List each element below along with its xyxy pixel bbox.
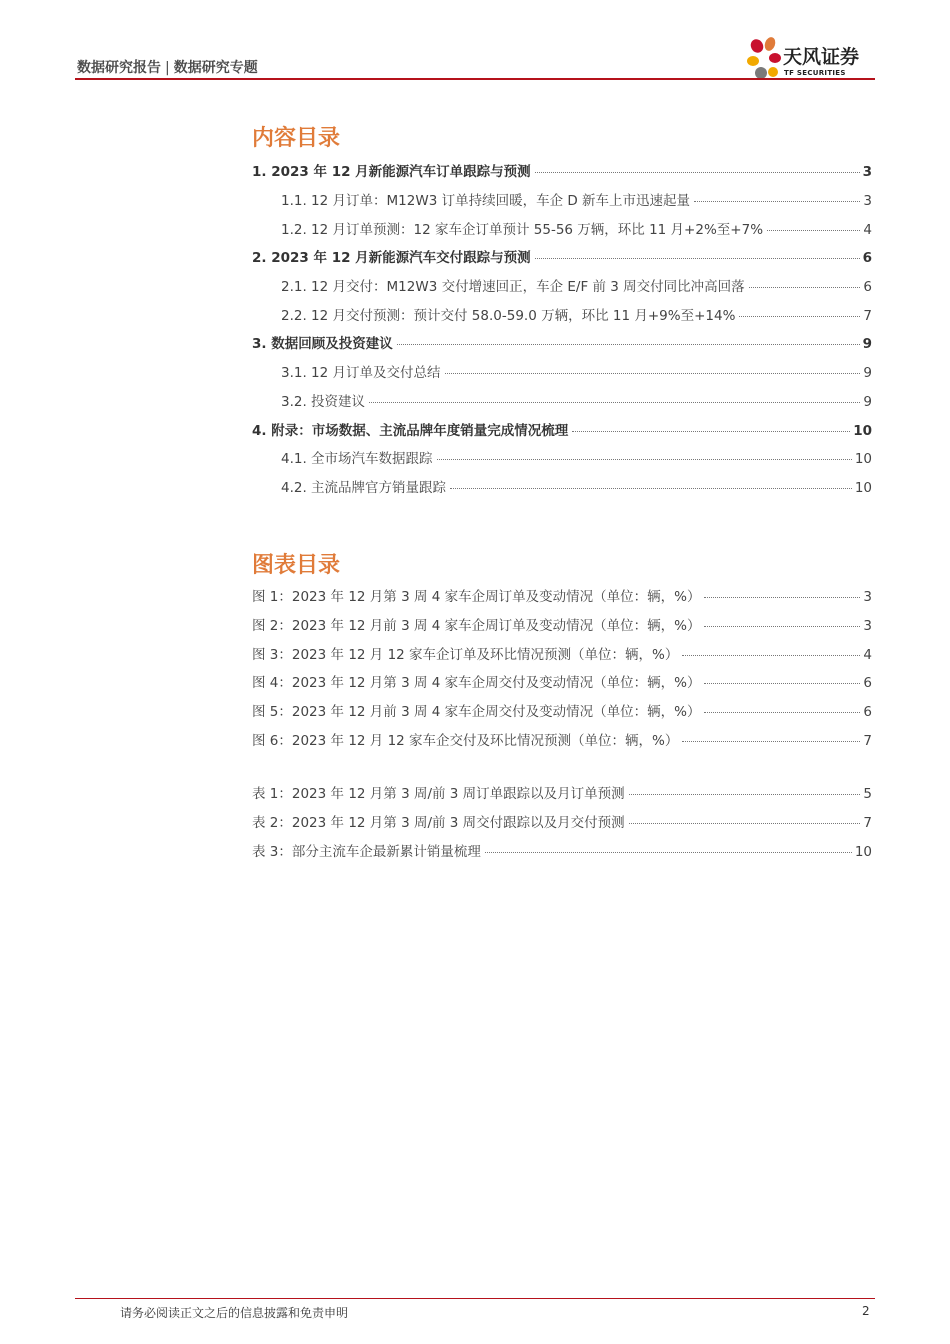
figure-item-label: 图 6：2023 年 12 月 12 家车企交付及环比情况预测（单位：辆，%） [252, 733, 679, 749]
figure-item-page: 7 [863, 733, 872, 749]
figure-item-label: 图 2：2023 年 12 月前 3 周 4 家车企周订单及变动情况（单位：辆，%） [252, 618, 701, 634]
toc-leader [437, 459, 852, 460]
toc-item-page: 9 [863, 365, 872, 381]
logo-name-en: TF SECURITIES [784, 69, 846, 77]
toc-item-page: 10 [854, 451, 872, 467]
toc-item-page: 3 [863, 193, 872, 209]
figure-item-label: 图 5：2023 年 12 月前 3 周 4 家车企周交付及变动情况（单位：辆，%） [252, 704, 701, 720]
figure-item-label: 图 3：2023 年 12 月 12 家车企订单及环比情况预测（单位：辆，%） [252, 647, 679, 663]
toc-leader [445, 373, 861, 374]
toc-leader [369, 402, 860, 403]
toc-item-label: 3.1. 12 月订单及交付总结 [281, 365, 441, 381]
table-item-label: 表 3：部分主流车企最新累计销量梳理 [252, 844, 481, 860]
toc-item[interactable] [281, 218, 872, 240]
figures-title: 图表目录 [252, 553, 341, 578]
toc-leader [629, 794, 861, 795]
figure-item[interactable] [252, 671, 872, 693]
header-separator: | [165, 60, 170, 76]
toc-leader [682, 741, 860, 742]
toc-item-label: 1. 2023 年 12 月新能源汽车订单跟踪与预测 [252, 164, 531, 180]
toc-item-label: 2.2. 12 月交付预测：预计交付 58.0-59.0 万辆，环比 11 月+9%至+14% [281, 308, 736, 324]
figure-item-label: 图 1：2023 年 12 月第 3 周 4 家车企周订单及变动情况（单位：辆，%） [252, 589, 701, 605]
figure-item[interactable] [252, 614, 872, 636]
table-item-page: 5 [863, 786, 872, 802]
toc-item-page: 3 [862, 164, 872, 180]
toc-item-page: 6 [862, 250, 872, 266]
toc-leader [749, 287, 861, 288]
toc-leader [535, 258, 860, 259]
logo-name-cn: 天风证券 [783, 46, 860, 68]
toc-leader [704, 712, 860, 713]
toc-item-page: 10 [854, 480, 872, 496]
figure-item-page: 6 [863, 675, 872, 691]
toc-item[interactable] [281, 189, 872, 211]
toc-item-label: 3.2. 投资建议 [281, 394, 366, 410]
figure-item[interactable] [252, 643, 872, 665]
toc-item[interactable] [252, 246, 872, 268]
table-item-label: 表 1：2023 年 12 月第 3 周/前 3 周订单跟踪以及月订单预测 [252, 786, 625, 802]
toc-item[interactable] [252, 160, 872, 182]
report-header [77, 57, 258, 77]
toc-item[interactable] [252, 332, 872, 354]
toc-leader [767, 230, 860, 231]
toc-leader [739, 316, 860, 317]
toc-leader [694, 201, 860, 202]
table-item-label: 表 2：2023 年 12 月第 3 周/前 3 周交付跟踪以及月交付预测 [252, 815, 625, 831]
toc-item[interactable] [281, 476, 872, 498]
figure-item[interactable] [252, 729, 872, 751]
toc-leader [535, 172, 860, 173]
figure-item[interactable] [252, 585, 872, 607]
footer-disclaimer: 请务必阅读正文之后的信息披露和免责申明 [120, 1306, 349, 1320]
flower-logo-icon [745, 30, 785, 82]
toc-leader [485, 852, 852, 853]
toc-item-page: 4 [863, 222, 872, 238]
table-item[interactable] [252, 840, 872, 862]
toc-item-page: 6 [863, 279, 872, 295]
toc-item-page: 7 [863, 308, 872, 324]
toc-leader [572, 431, 850, 432]
page-number: 2 [862, 1304, 870, 1318]
figure-item-label: 图 4：2023 年 12 月第 3 周 4 家车企周交付及变动情况（单位：辆，%） [252, 675, 701, 691]
toc-leader [450, 488, 852, 489]
toc-item[interactable] [281, 361, 872, 383]
report-type: 数据研究报告 [77, 60, 161, 76]
figure-item-page: 3 [863, 589, 872, 605]
toc-leader [704, 597, 860, 598]
toc-item-page: 9 [863, 394, 872, 410]
report-series: 数据研究专题 [173, 60, 258, 76]
toc-item-page: 10 [853, 423, 872, 439]
toc-item-label: 2.1. 12 月交付：M12W3 交付增速回正，车企 E/F 前 3 周交付同比冲高回落 [281, 279, 745, 295]
header-divider [75, 78, 875, 80]
toc-title: 内容目录 [252, 126, 341, 151]
toc-item-label: 4. 附录：市场数据、主流品牌年度销量完成情况梳理 [252, 423, 569, 439]
toc-leader [397, 344, 860, 345]
toc-item[interactable] [281, 447, 872, 469]
figure-item-page: 3 [863, 618, 872, 634]
table-item[interactable] [252, 811, 872, 833]
toc-leader [682, 655, 860, 656]
table-item[interactable] [252, 782, 872, 804]
toc-item[interactable] [252, 419, 872, 441]
toc-item-label: 1.2. 12 月订单预测：12 家车企订单预计 55-56 万辆，环比 11 月+2%至+7% [281, 222, 764, 238]
footer-divider [75, 1298, 875, 1299]
company-logo [745, 30, 885, 82]
toc-item[interactable] [281, 390, 872, 412]
toc-item-label: 3. 数据回顾及投资建议 [252, 336, 393, 352]
toc-leader [629, 823, 861, 824]
toc-item-label: 4.1. 全市场汽车数据跟踪 [281, 451, 433, 467]
toc-item-label: 2. 2023 年 12 月新能源汽车交付跟踪与预测 [252, 250, 531, 266]
toc-item[interactable] [281, 275, 872, 297]
figure-item[interactable] [252, 700, 872, 722]
toc-leader [704, 626, 860, 627]
toc-item-label: 4.2. 主流品牌官方销量跟踪 [281, 480, 447, 496]
table-item-page: 7 [863, 815, 872, 831]
figure-item-page: 4 [863, 647, 872, 663]
table-item-page: 10 [854, 844, 872, 860]
toc-item-page: 9 [862, 336, 872, 352]
toc-item[interactable] [281, 304, 872, 326]
figure-item-page: 6 [863, 704, 872, 720]
toc-item-label: 1.1. 12 月订单：M12W3 订单持续回暖，车企 D 新车上市迅速起量 [281, 193, 691, 209]
toc-leader [704, 683, 860, 684]
